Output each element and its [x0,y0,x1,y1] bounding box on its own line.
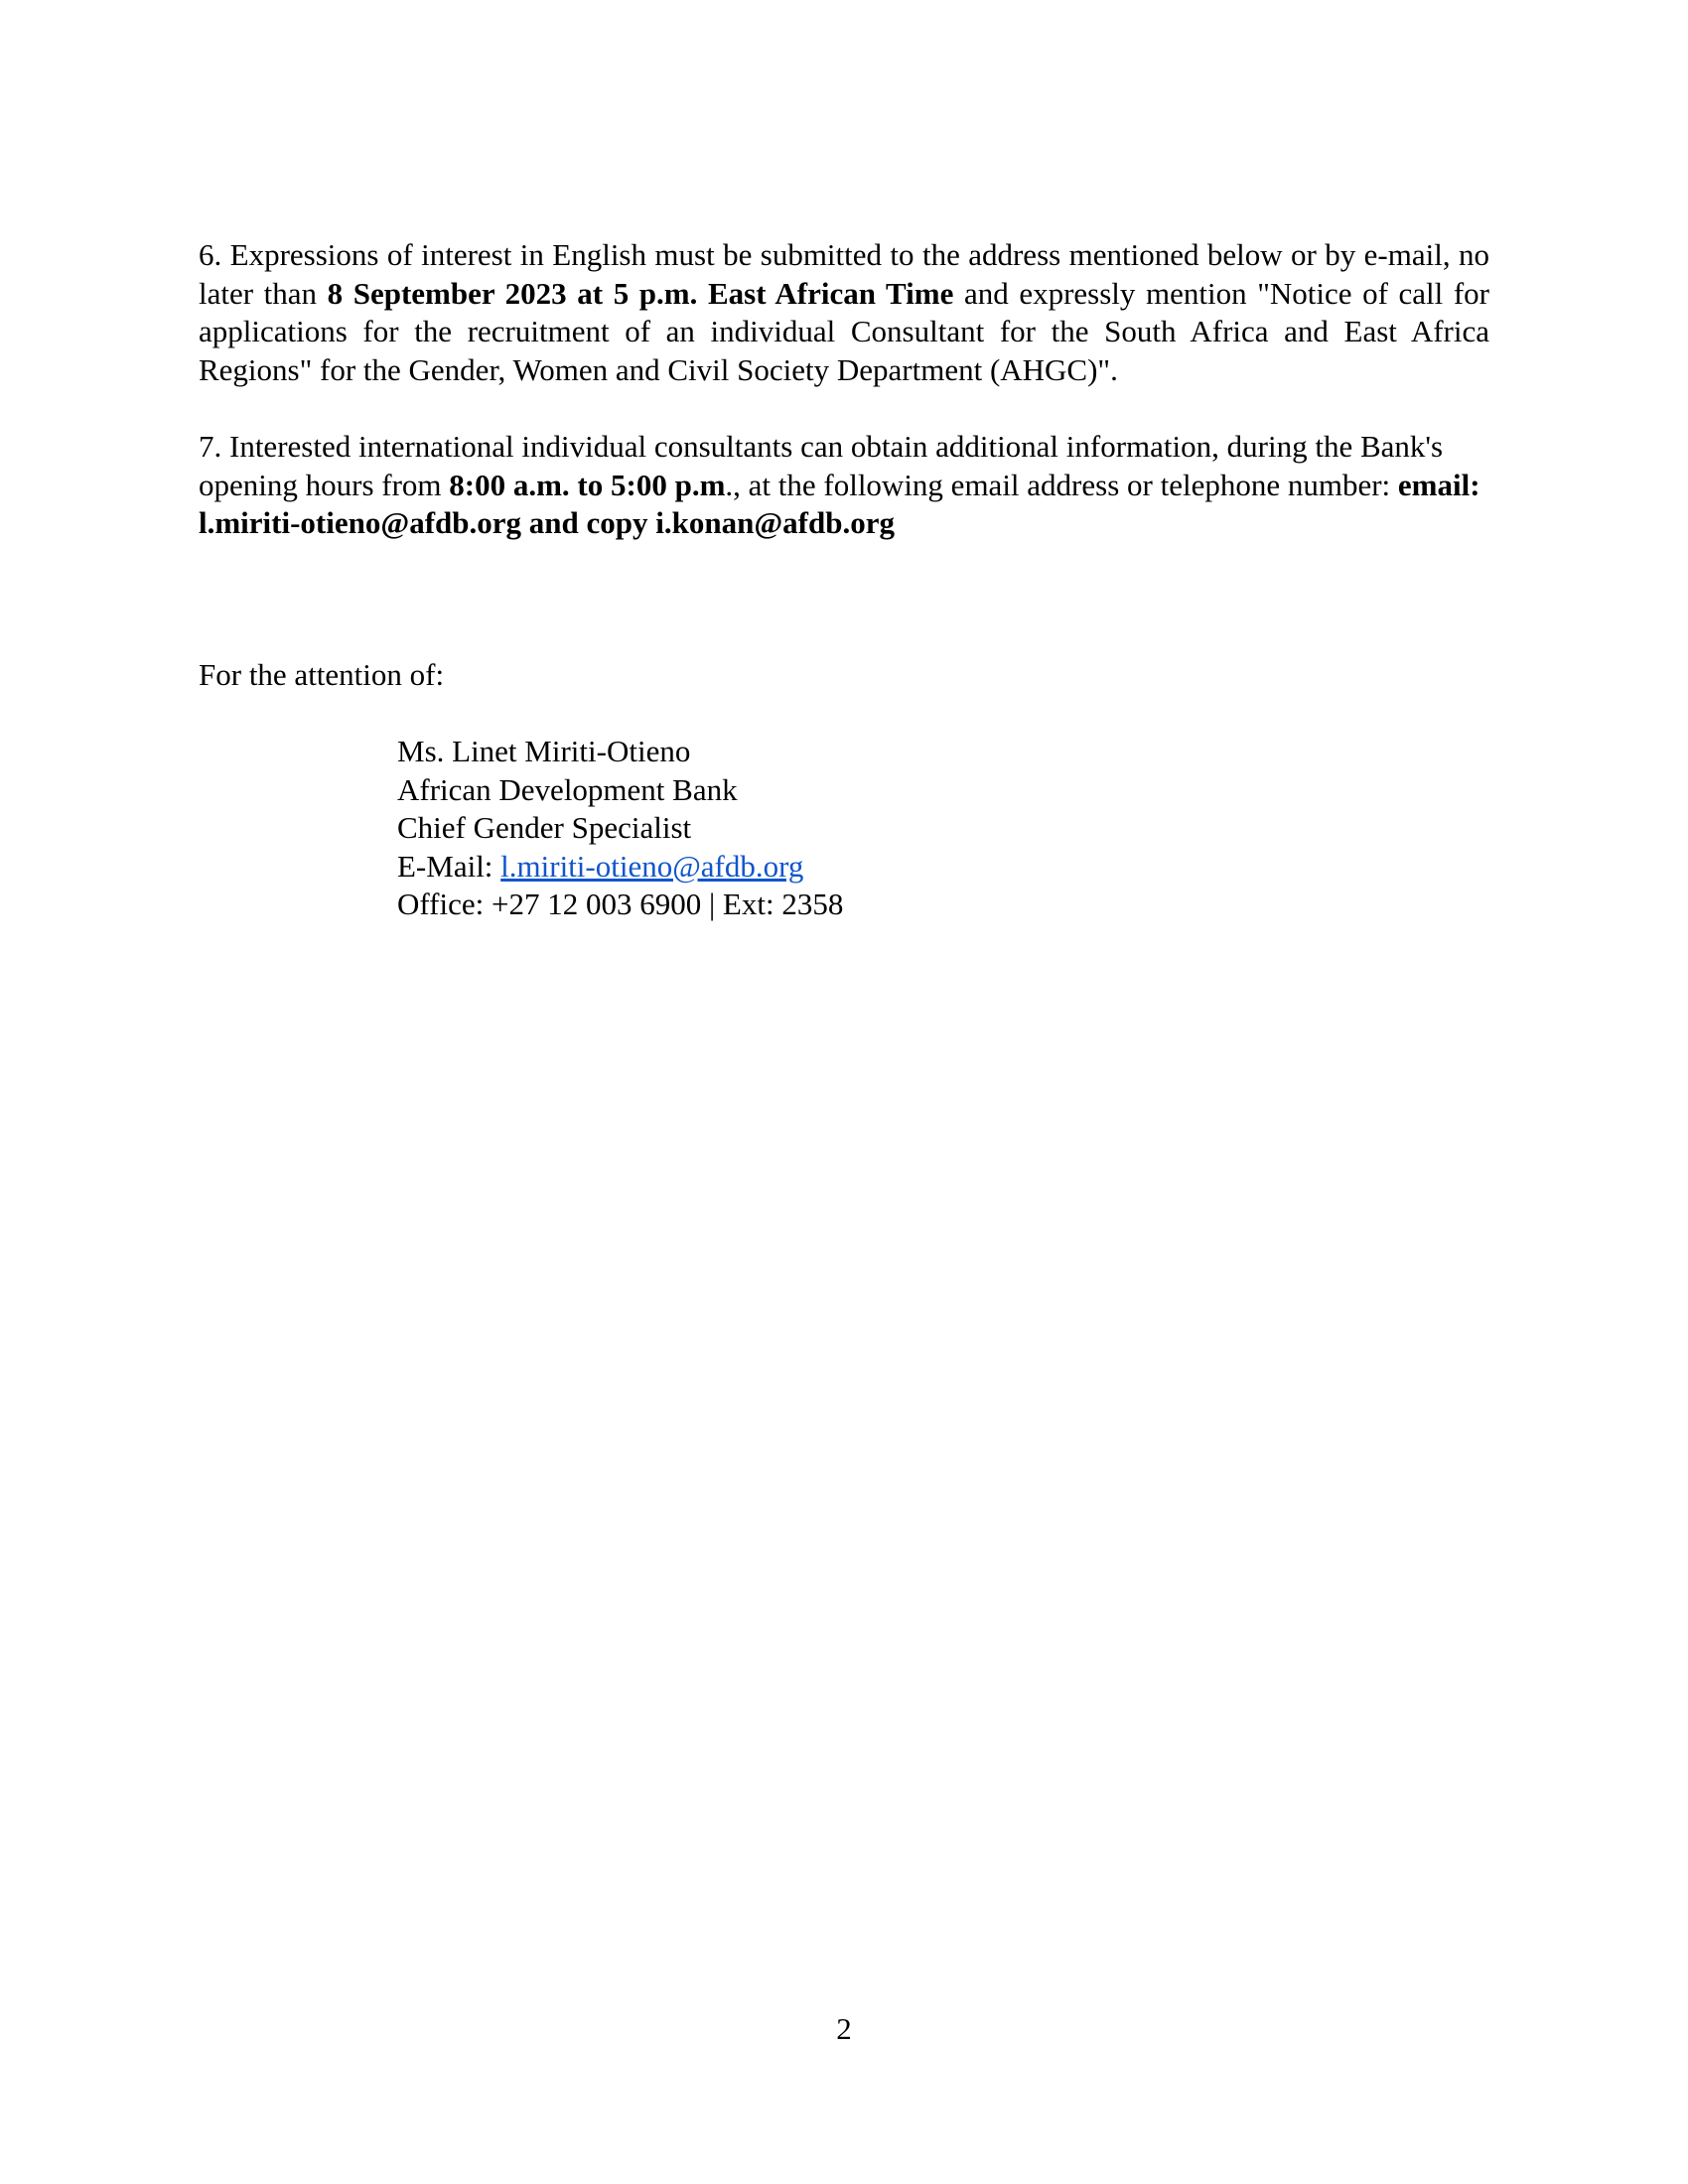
email-label: E-Mail: [397,848,501,884]
opening-hours: 8:00 a.m. to 5:00 p.m [449,467,726,502]
paragraph-6-text [199,236,1489,389]
contact-email-line [397,848,843,887]
paragraph-7 [199,428,1489,543]
page-number: 2 [836,2011,852,2046]
contact-name: Ms. Linet Miriti-Otieno [397,734,691,768]
contact-organization: African Development Bank [397,771,738,807]
contact-emails: email: l.miriti-otieno@afdb.org and copy i.konan@afdb.org [199,467,1480,540]
contact-office: Office: +27 12 003 6900 | Ext: 2358 [397,887,844,921]
paragraph-7-text [199,428,1489,543]
submission-deadline: 8 September 2023 at 5 p.m. East African Time [327,275,954,311]
contact-title: Chief Gender Specialist [397,810,692,845]
attention-label: For the attention of: [199,657,445,692]
paragraph-6 [199,236,1489,389]
address-block [397,733,843,924]
paragraph-6-intro: 6. Expressions of interest in English must be submitted to the address mentioned below or by e-mail, no later than [199,237,1489,311]
paragraph-7-intro: 7. Interested international individual consultants can obtain additional information, during the Bank's opening hours from [199,429,1444,502]
paragraph-7-body: ., at the following email address or telephone number: [725,467,1398,502]
paragraph-6-body: and expressly mention "Notice of call for applications for the recruitment of an individual Consultant for the South Africa and East Africa Regions" for the Gender, Women and Civil Society Department (AHGC)". [199,275,1489,387]
email-link[interactable]: l.miriti-otieno@afdb.org [500,848,804,884]
